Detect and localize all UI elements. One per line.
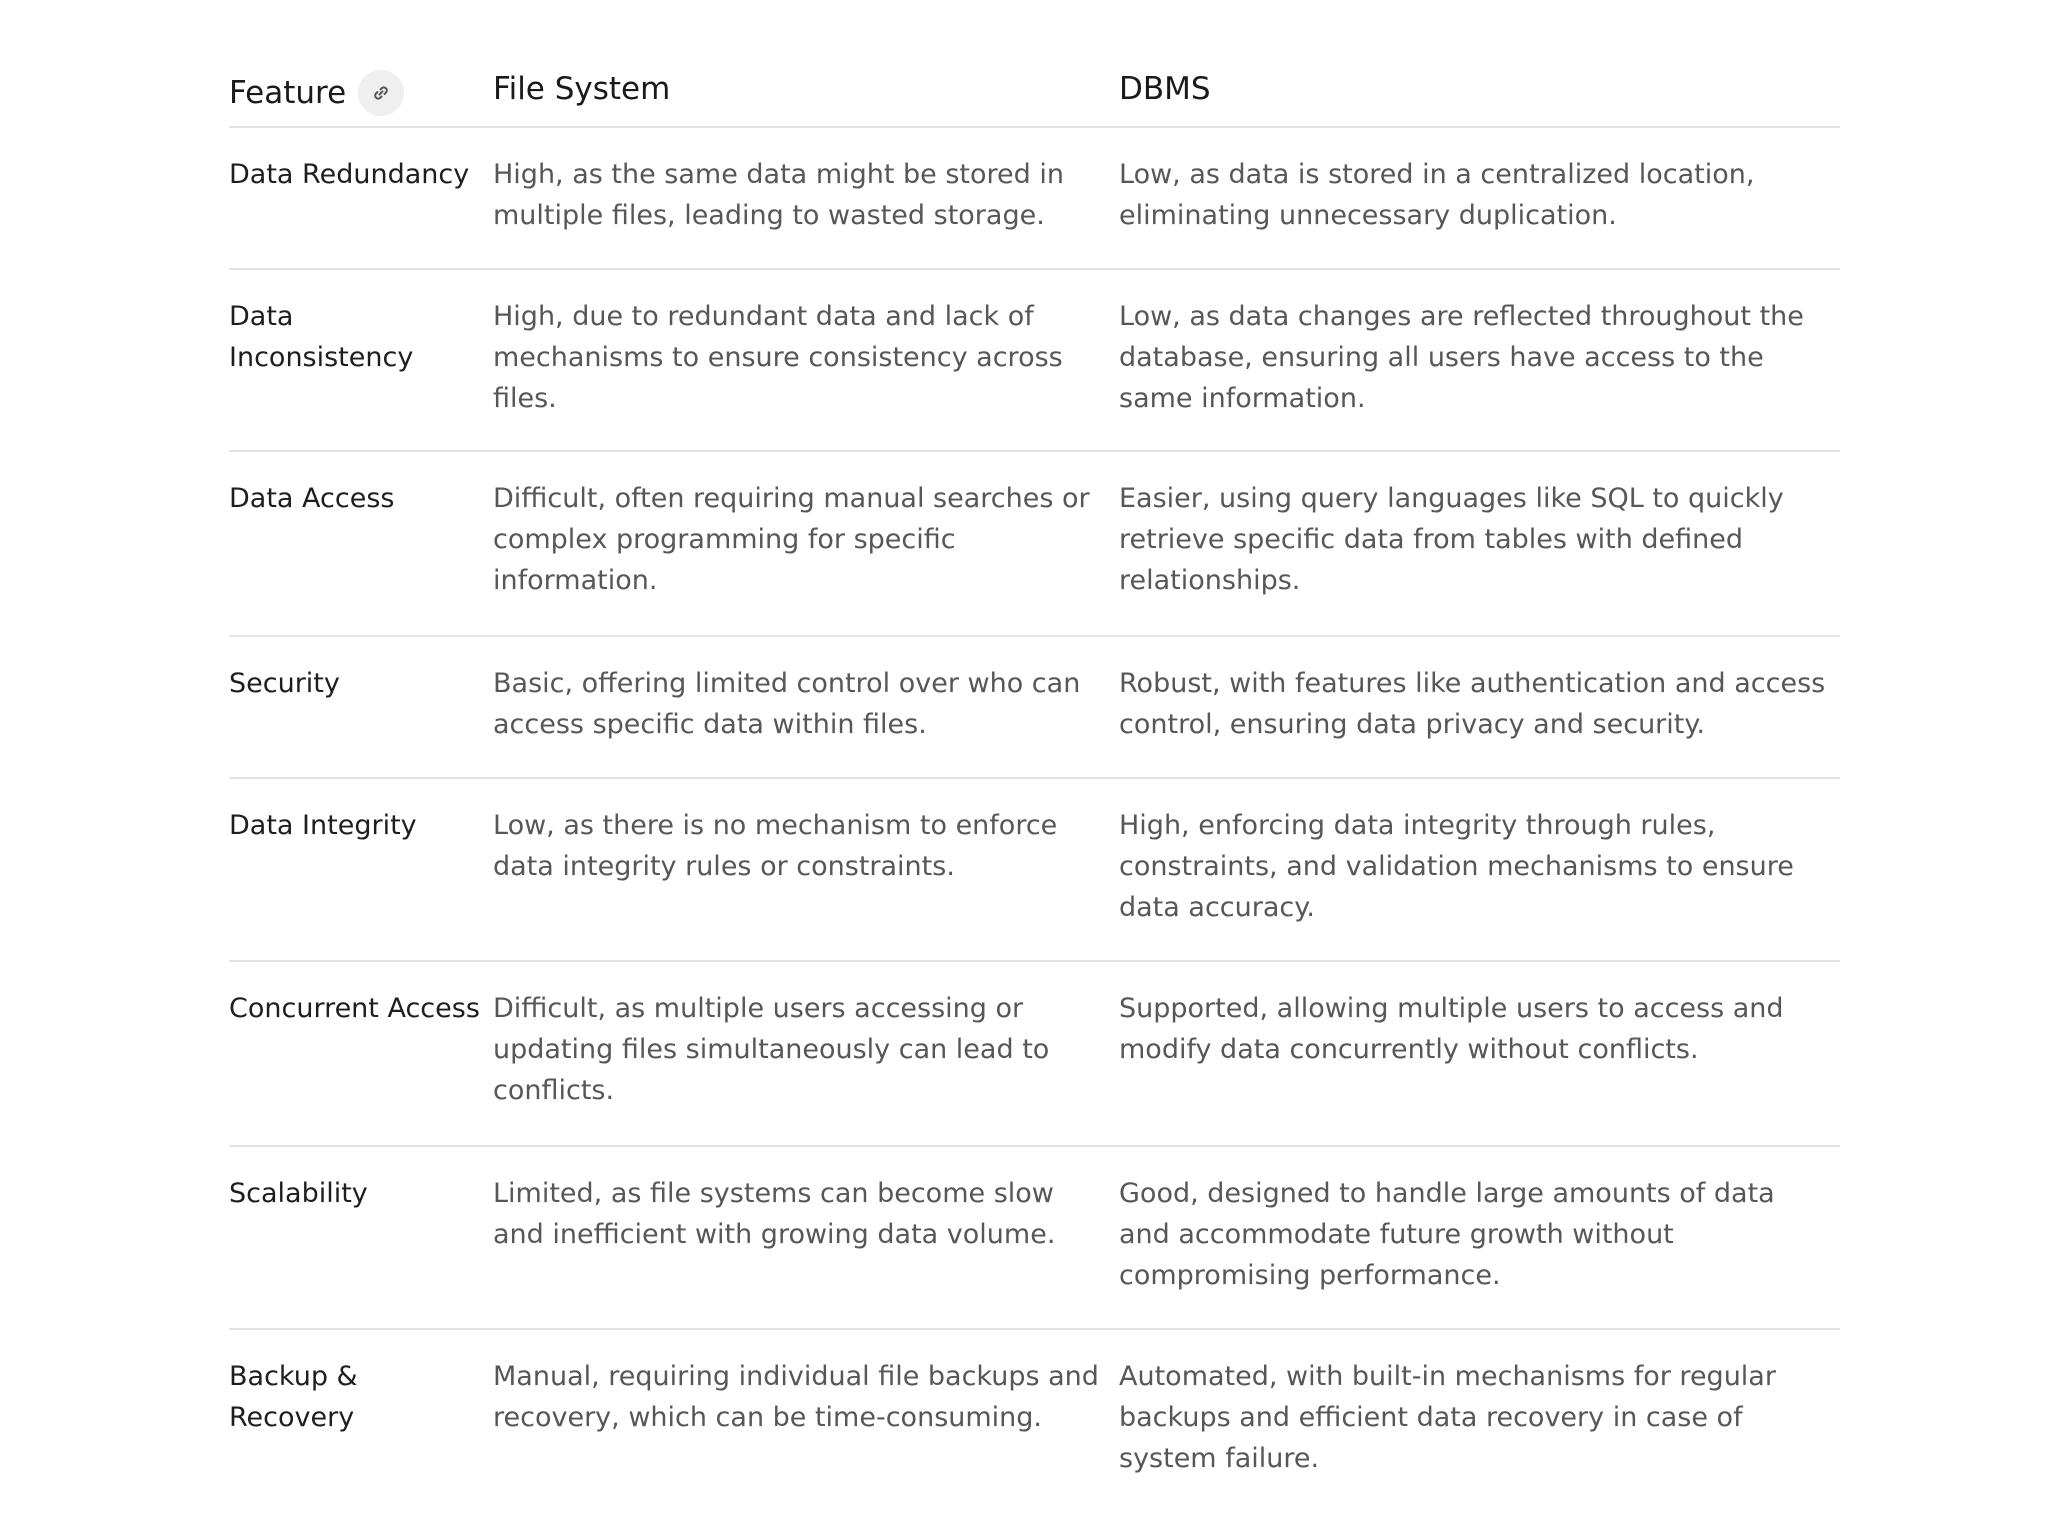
table-row bbox=[229, 637, 1840, 779]
comparison-table bbox=[229, 52, 1840, 1510]
feature-cell: Scalability bbox=[229, 1178, 368, 1209]
header-feature-label: Feature bbox=[229, 75, 347, 111]
dbms-cell: High, enforcing data integrity through rules, constraints, and validation mechanisms to ensure data accuracy. bbox=[1119, 810, 1794, 923]
dbms-cell: Automated, with built-in mechanisms for regular backups and efficient data recovery in case of system failure. bbox=[1119, 1361, 1776, 1474]
table-row bbox=[229, 452, 1840, 637]
feature-cell: Data Integrity bbox=[229, 810, 417, 841]
file-system-cell: Low, as there is no mechanism to enforce data integrity rules or constraints. bbox=[493, 810, 1058, 882]
header-file-system: File System bbox=[493, 71, 671, 107]
table-row bbox=[229, 128, 1840, 270]
dbms-cell: Easier, using query languages like SQL to quickly retrieve specific data from tables with defined relationships. bbox=[1119, 483, 1784, 596]
file-system-cell: Manual, requiring individual file backups and recovery, which can be time-consuming. bbox=[493, 1361, 1099, 1433]
file-system-cell: Limited, as file systems can become slow and inefficient with growing data volume. bbox=[493, 1178, 1056, 1250]
feature-cell: Security bbox=[229, 668, 340, 699]
dbms-cell: Supported, allowing multiple users to access and modify data concurrently without conflicts. bbox=[1119, 993, 1784, 1065]
table-row bbox=[229, 779, 1840, 962]
link-icon-glyph bbox=[371, 83, 391, 103]
feature-cell: Data Access bbox=[229, 483, 395, 514]
feature-cell: Data Inconsistency bbox=[229, 301, 414, 373]
file-system-cell: Difficult, as multiple users accessing or updating files simultaneously can lead to conflicts. bbox=[493, 993, 1050, 1106]
link-icon[interactable] bbox=[358, 70, 404, 116]
feature-cell: Concurrent Access bbox=[229, 993, 480, 1024]
file-system-cell: Basic, offering limited control over who can access specific data within files. bbox=[493, 668, 1081, 740]
table-header bbox=[229, 52, 1840, 128]
table-row bbox=[229, 1147, 1840, 1330]
dbms-cell: Low, as data is stored in a centralized location, eliminating unnecessary duplication. bbox=[1119, 159, 1755, 231]
dbms-cell: Robust, with features like authentication and access control, ensuring data privacy and security. bbox=[1119, 668, 1826, 740]
header-dbms: DBMS bbox=[1119, 71, 1211, 107]
table-row bbox=[229, 1330, 1840, 1510]
file-system-cell: High, as the same data might be stored in multiple files, leading to wasted storage. bbox=[493, 159, 1064, 231]
dbms-cell: Good, designed to handle large amounts of data and accommodate future growth without compromising performance. bbox=[1119, 1178, 1775, 1291]
feature-cell: Backup & Recovery bbox=[229, 1361, 358, 1433]
file-system-cell: Difficult, often requiring manual searches or complex programming for specific information. bbox=[493, 483, 1090, 596]
feature-cell: Data Redundancy bbox=[229, 159, 470, 190]
table-row bbox=[229, 962, 1840, 1147]
file-system-cell: High, due to redundant data and lack of mechanisms to ensure consistency across files. bbox=[493, 301, 1063, 414]
header-feature bbox=[229, 62, 493, 116]
table-row bbox=[229, 270, 1840, 452]
dbms-cell: Low, as data changes are reflected throughout the database, ensuring all users have access to the same information. bbox=[1119, 301, 1804, 414]
